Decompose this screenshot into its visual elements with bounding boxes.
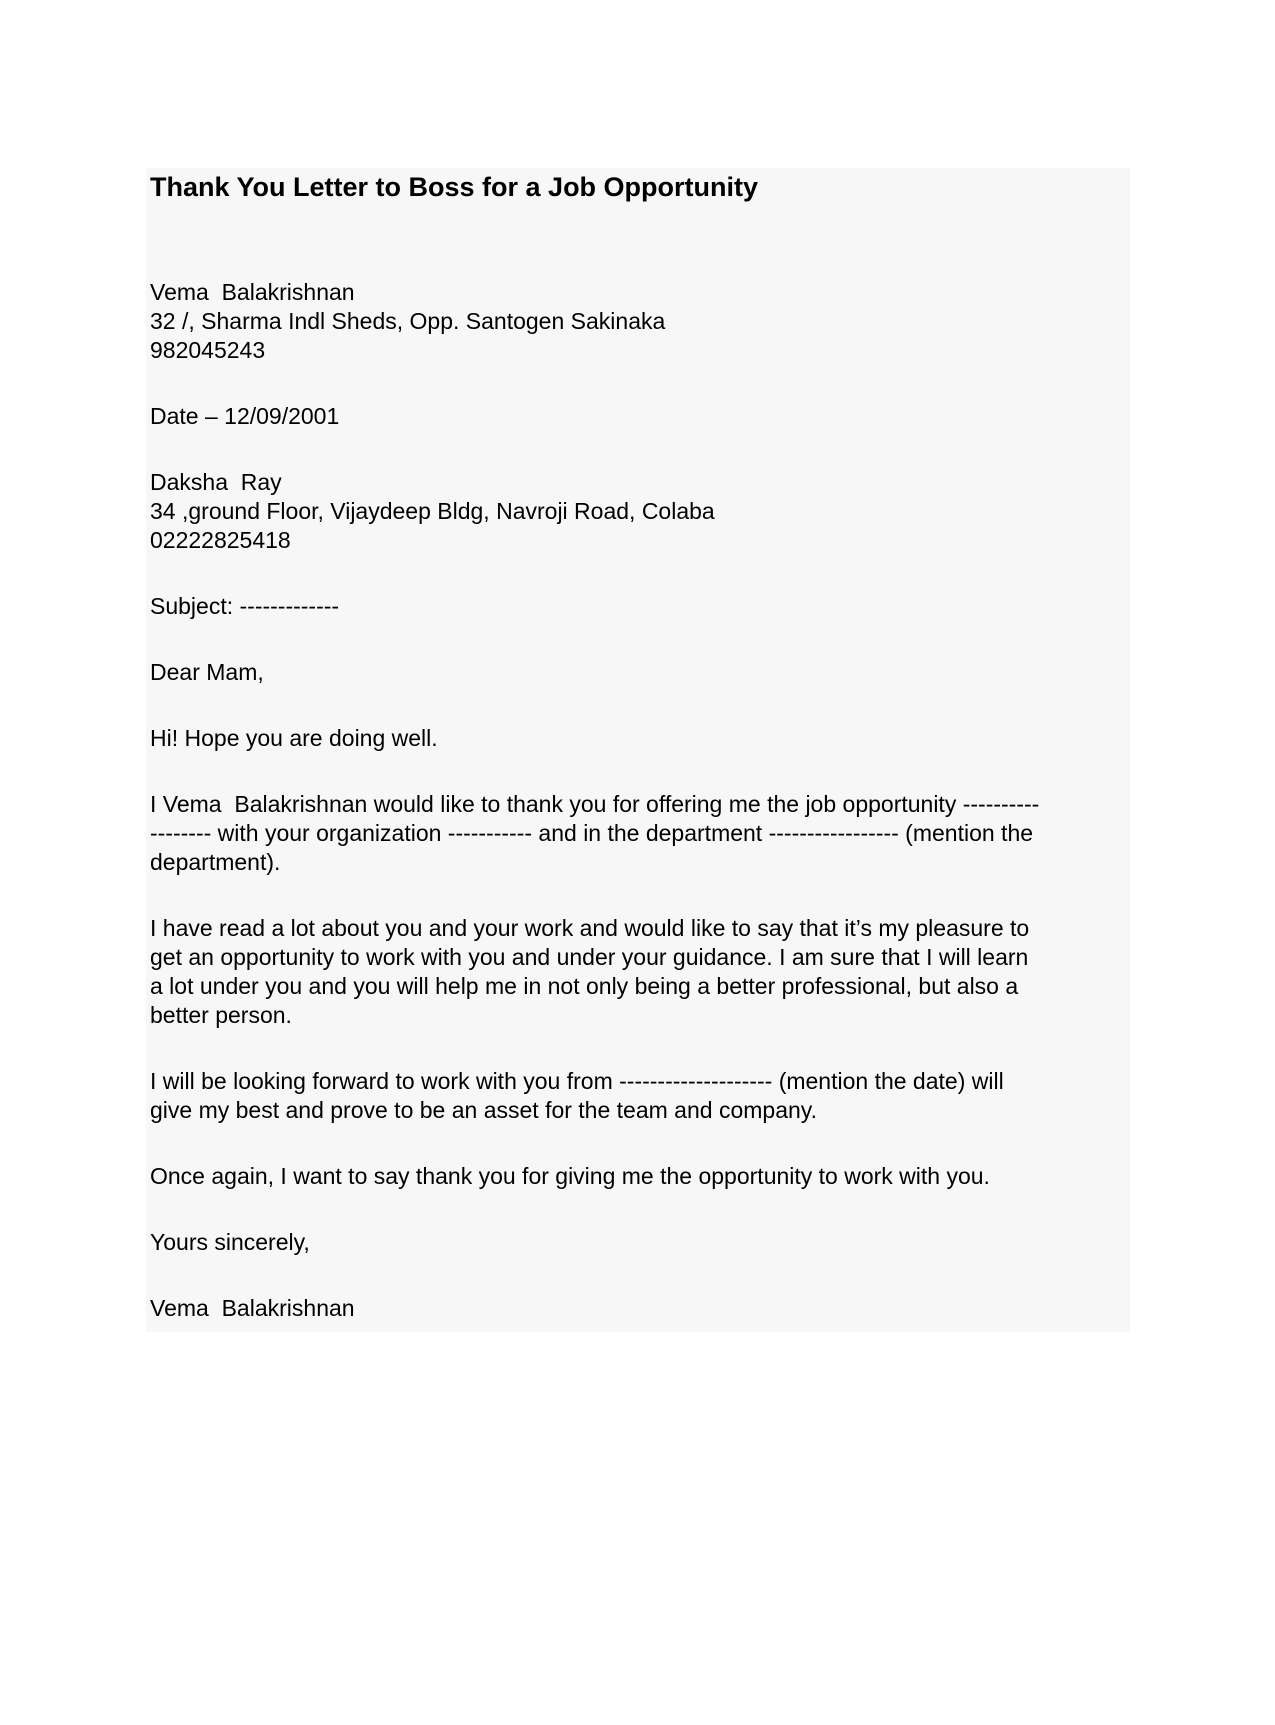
letter-content (150, 168, 1128, 1323)
appreciation-line-1: I have read a lot about you and your work and would like to say that it’s my pleasure to (150, 915, 1030, 941)
thanks-line-1: I Vema Balakrishnan would like to thank you for offering me the job opportunity ---------- (150, 791, 1040, 817)
start-date-line-1: I will be looking forward to work with you from -------------------- (mention the date) will (150, 1068, 1004, 1094)
thanks-line-3: department). (150, 849, 281, 875)
greeting-paragraph: Hi! Hope you are doing well. (150, 725, 438, 751)
letter-date: Date – 12/09/2001 (150, 403, 340, 429)
appreciation-paragraph (150, 914, 1128, 1030)
start-date-line-2: give my best and prove to be an asset for the team and company. (150, 1097, 817, 1123)
appreciation-line-3: a lot under you and you will help me in not only being a better professional, but also a (150, 973, 1019, 999)
sender-block (150, 278, 1128, 365)
appreciation-line-4: better person. (150, 1002, 292, 1028)
appreciation-line-2: get an opportunity to work with you and under your guidance. I am sure that I will learn (150, 944, 1029, 970)
start-date-paragraph (150, 1067, 1128, 1125)
recipient-phone: 02222825418 (150, 527, 291, 553)
closing-thanks-paragraph: Once again, I want to say thank you for giving me the opportunity to work with you. (150, 1163, 990, 1189)
closing: Yours sincerely, (150, 1229, 310, 1255)
letter-title: Thank You Letter to Boss for a Job Opportunity (150, 172, 759, 202)
letter-subject: Subject: ------------- (150, 593, 340, 619)
recipient-address: 34 ,ground Floor, Vijaydeep Bldg, Navroji Road, Colaba (150, 498, 715, 524)
salutation: Dear Mam, (150, 659, 264, 685)
sender-address: 32 /, Sharma Indl Sheds, Opp. Santogen Sakinaka (150, 308, 666, 334)
sender-name: Vema Balakrishnan (150, 279, 355, 305)
recipient-name: Daksha Ray (150, 469, 282, 495)
thanks-line-2: -------- with your organization ----------- and in the department ----------------- (mention the (150, 820, 1034, 846)
sender-phone: 982045243 (150, 337, 266, 363)
recipient-block (150, 468, 1128, 555)
thanks-paragraph (150, 790, 1128, 877)
signature: Vema Balakrishnan (150, 1295, 355, 1321)
